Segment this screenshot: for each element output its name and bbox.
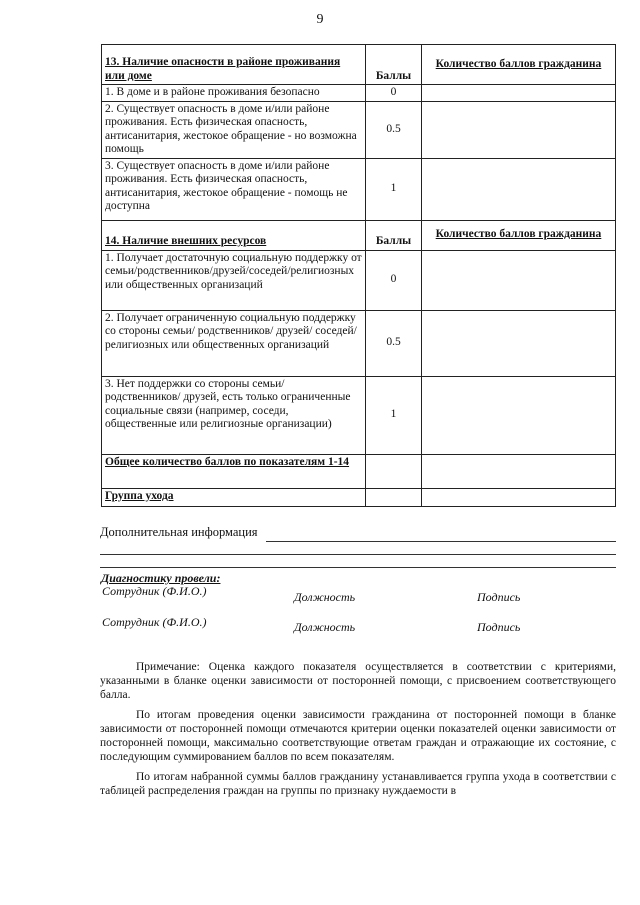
table-row [102,310,616,376]
table-row [102,158,616,220]
additional-info-field[interactable] [266,541,616,542]
citizen-score-cell[interactable] [422,376,616,454]
criterion-score: 0 [366,250,422,310]
citizen-score-cell[interactable] [422,85,616,102]
table-row [102,101,616,158]
citizen-score-cell[interactable] [422,310,616,376]
note-paragraph: Примечание: Оценка каждого показателя осуществляется в соответствии с критериями, указанными в бланке оценки зависимости от посторонней помощи, с присвоением соответствующего балла. [100,661,616,701]
group-score-cell[interactable] [366,488,422,506]
criterion-text: 3. Существует опасность в доме и/или районе проживания. Есть физическая опасность, антисанитария, жестокое обращение - помощь не доступна [102,158,366,220]
criterion-score: 1 [366,376,422,454]
criterion-text: 2. Получает ограниченную социальную поддержку со стороны семьи/ родственников/ друзей/ соседей/ религиозных или общественных организаций [102,310,366,376]
table-row [102,250,616,310]
employee-label: Сотрудник (Ф.И.О.) [102,584,207,598]
citizen-score-cell[interactable] [422,101,616,158]
citizen-score-cell[interactable] [422,158,616,220]
criterion-score: 1 [366,158,422,220]
group-citizen-cell[interactable] [422,488,616,506]
criterion-text: 1. Получает достаточную социальную поддержку от семьи/родственников/друзей/соседей/религиозных или общественных организаций [102,250,366,310]
total-citizen-cell[interactable] [422,454,616,488]
section-14-title: 14. Наличие внешних ресурсов [102,220,366,250]
group-label: Группа ухода [102,488,366,506]
section-14-count-header: Количество баллов гражданина [422,220,616,250]
employee-label: Сотрудник (Ф.И.О.) [102,615,207,629]
criterion-score: 0.5 [366,101,422,158]
section-13-header [102,45,616,85]
criterion-score: 0 [366,85,422,102]
section-13-score-header: Баллы [366,45,422,85]
table-row [102,85,616,102]
section-14-header [102,220,616,250]
signature-label: Подпись [477,590,521,604]
position-label: Должность [294,590,356,604]
table-row [102,376,616,454]
notes [100,660,616,798]
total-score-cell[interactable] [366,454,422,488]
section-13-count-header: Количество баллов гражданина [422,45,616,85]
position-label: Должность [294,620,356,634]
additional-info [100,525,616,540]
section-14-score-header: Баллы [366,220,422,250]
additional-info-line[interactable] [100,567,616,568]
additional-info-label: Дополнительная информация [100,525,258,539]
total-row [102,454,616,488]
criterion-text: 3. Нет поддержки со стороны семьи/ родственников/ друзей, есть только ограниченные социальные связи (например, соседи, общественные или религиозные организации) [102,376,366,454]
total-label: Общее количество баллов по показателям 1-14 [102,454,366,488]
note-paragraph: По итогам набранной суммы баллов гражданину устанавливается группа ухода в соответствии с таблицей распределения граждан на группы по признаку нуждаемости в [100,771,616,797]
criterion-text: 2. Существует опасность в доме и/или районе проживания. Есть физическая опасность, антисанитария, жестокое обращение - но возможна помощь [102,101,366,158]
section-13-title: 13. Наличие опасности в районе проживания или доме [102,45,366,85]
additional-info-line[interactable] [100,554,616,555]
citizen-score-cell[interactable] [422,250,616,310]
page-number: 9 [316,12,324,27]
signature-label: Подпись [477,620,521,634]
criterion-score: 0.5 [366,310,422,376]
assessment-table [101,44,616,507]
group-row [102,488,616,506]
diagnostics-title: Диагностику провели: [101,571,221,585]
criterion-text: 1. В доме и в районе проживания безопасно [102,85,366,102]
note-paragraph: По итогам проведения оценки зависимости гражданина от посторонней помощи в бланке зависимости от посторонней помощи отмечаются критерии оценки показателей оценки зависимости от посторонней помощи, максимально соответствующие ответам граждан и отражающие их состояние, с последующим суммированием баллов по всем показателям. [100,709,616,763]
